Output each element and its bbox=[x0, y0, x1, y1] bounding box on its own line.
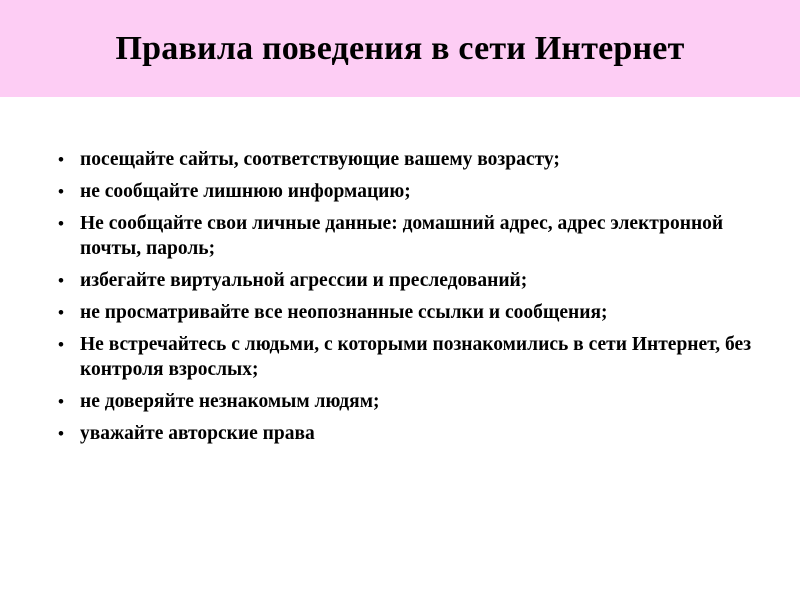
list-item-text: не просматривайте все неопознанные ссылки и сообщения; bbox=[80, 302, 608, 323]
list-item bbox=[58, 268, 758, 293]
list-item-text: избегайте виртуальной агрессии и преследований; bbox=[80, 270, 528, 291]
list-item-text: Не встречайтесь с людьми, с которыми познакомились в сети Интернет, без контроля взрослых; bbox=[80, 334, 752, 380]
bullet-icon: • bbox=[58, 214, 64, 233]
list-item bbox=[58, 421, 758, 446]
list-item-text: Не сообщайте свои личные данные: домашний адрес, адрес электронной почты, пароль; bbox=[80, 213, 724, 259]
list-item bbox=[58, 300, 758, 325]
list-item-text: не доверяйте незнакомым людям; bbox=[80, 391, 380, 412]
bullet-icon: • bbox=[58, 335, 64, 354]
list-item bbox=[58, 332, 758, 382]
bullet-icon: • bbox=[58, 424, 64, 443]
list-item-text: посещайте сайты, соответствующие вашему возрасту; bbox=[80, 149, 560, 170]
bullet-icon: • bbox=[58, 182, 64, 201]
bullet-icon: • bbox=[58, 150, 64, 169]
list-item-text: не сообщайте лишнюю информацию; bbox=[80, 181, 411, 202]
list-item bbox=[58, 179, 758, 204]
slide-title: Правила поведения в сети Интернет bbox=[115, 29, 685, 67]
bullet-icon: • bbox=[58, 271, 64, 290]
list-item bbox=[58, 211, 758, 261]
bullet-icon: • bbox=[58, 303, 64, 322]
list-item bbox=[58, 147, 758, 172]
rules-list bbox=[58, 147, 758, 453]
list-item bbox=[58, 389, 758, 414]
title-bar bbox=[0, 0, 800, 97]
bullet-icon: • bbox=[58, 392, 64, 411]
list-item-text: уважайте авторские права bbox=[80, 423, 315, 444]
